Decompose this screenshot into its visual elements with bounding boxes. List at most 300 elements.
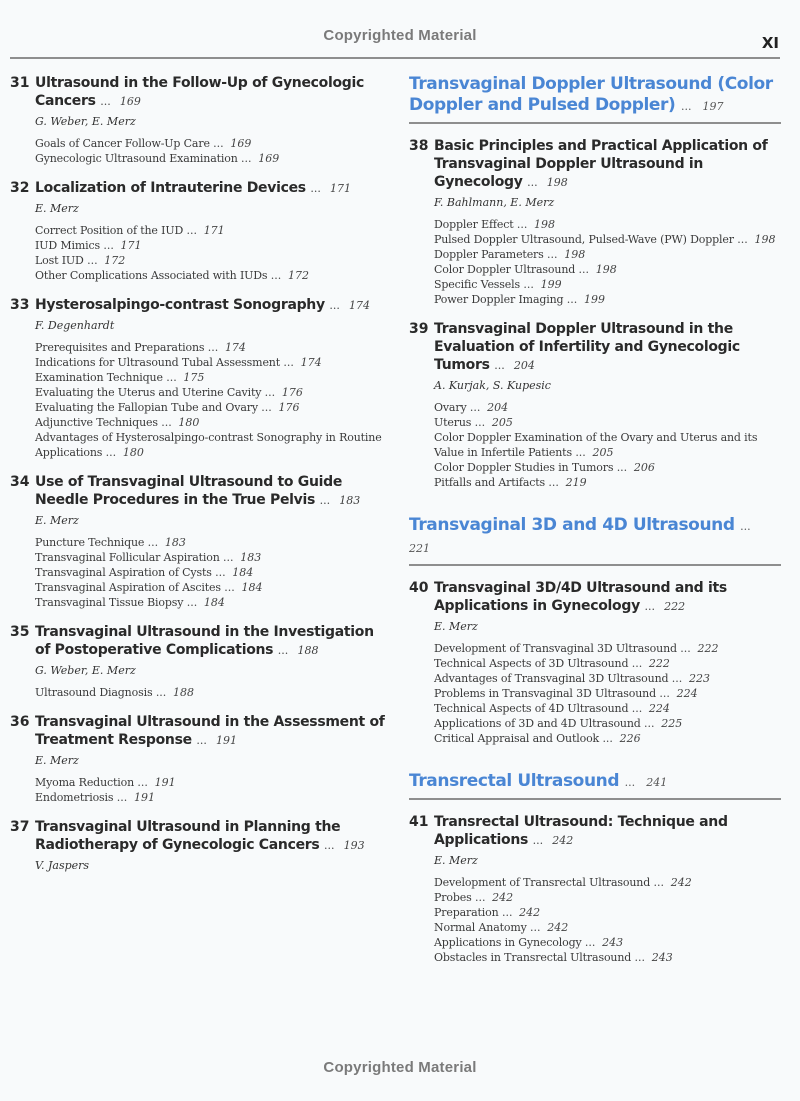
section-title: Applications of 3D and 4D Ultrasound bbox=[434, 717, 641, 730]
page-ref: 205 bbox=[592, 446, 614, 459]
section-title: Myoma Reduction bbox=[35, 776, 135, 789]
section-title: Critical Appraisal and Outlook bbox=[434, 732, 600, 745]
page-ref: 204 bbox=[487, 401, 509, 414]
chapter-number: 39 bbox=[409, 321, 429, 337]
chapter-entry[interactable] bbox=[409, 813, 781, 965]
section-list bbox=[434, 400, 781, 490]
section-list bbox=[434, 641, 781, 746]
page-ref: 242 bbox=[519, 906, 541, 919]
section-entry[interactable] bbox=[434, 671, 781, 686]
section-entry[interactable] bbox=[434, 247, 781, 262]
chapter-body bbox=[35, 623, 390, 700]
section-title: Technical Aspects of 3D Ultrasound bbox=[434, 657, 629, 670]
section-list bbox=[434, 875, 781, 965]
chapter-body bbox=[35, 74, 390, 166]
part-title-text: Transrectal Ultrasound bbox=[409, 771, 620, 791]
chapter-entry[interactable] bbox=[10, 473, 390, 610]
page-ref: 242 bbox=[670, 876, 692, 889]
chapter-title-text: Transvaginal Ultrasound in the Assessment of Treatment Response bbox=[35, 714, 385, 748]
page-ref: 183 bbox=[164, 536, 186, 549]
leader-dots: ... bbox=[241, 152, 252, 165]
leader-dots: ... bbox=[547, 248, 558, 261]
part-rule bbox=[409, 564, 781, 566]
page-ref: 219 bbox=[565, 476, 587, 489]
chapter-authors: G. Weber, E. Merz bbox=[35, 664, 136, 677]
section-title: Transvaginal Tissue Biopsy bbox=[35, 596, 184, 609]
page-ref: 197 bbox=[702, 100, 724, 113]
chapter-title[interactable] bbox=[35, 296, 390, 315]
leader-dots: ... bbox=[319, 494, 331, 507]
leader-dots: ... bbox=[264, 386, 276, 399]
leader-dots: ... bbox=[155, 686, 167, 699]
leader-dots: ... bbox=[147, 536, 159, 549]
section-title: Gynecologic Ultrasound Examination bbox=[35, 152, 238, 165]
section-entry[interactable] bbox=[35, 535, 390, 550]
chapter-authors: F. Degenhardt bbox=[35, 319, 115, 332]
leader-dots: ... bbox=[105, 446, 117, 459]
leader-dots: ... bbox=[161, 416, 172, 429]
chapter-title-text: Basic Principles and Practical Application of Transvaginal Doppler Ultrasound in Gynecology bbox=[434, 138, 768, 190]
page-ref: 224 bbox=[676, 687, 698, 700]
leader-dots: ... bbox=[644, 600, 655, 613]
header-rule bbox=[10, 57, 780, 59]
section-entry[interactable] bbox=[35, 400, 390, 415]
chapter-entry[interactable] bbox=[409, 320, 781, 490]
section-title: Uterus bbox=[434, 416, 472, 429]
chapter-title-text: Ultrasound in the Follow-Up of Gynecologic Cancers bbox=[35, 75, 365, 109]
section-list bbox=[35, 685, 390, 700]
leader-dots: ... bbox=[530, 921, 541, 934]
page-ref: 243 bbox=[651, 951, 673, 964]
watermark-bottom: Copyrighted Material bbox=[323, 1059, 477, 1076]
chapter-body bbox=[434, 320, 781, 490]
section-entry[interactable] bbox=[434, 716, 781, 731]
page-ref: 169 bbox=[119, 95, 141, 108]
leader-dots: ... bbox=[474, 416, 486, 429]
section-entry[interactable] bbox=[434, 905, 781, 920]
leader-dots: ... bbox=[740, 520, 751, 533]
chapter-authors: E. Merz bbox=[35, 514, 79, 527]
part-rule bbox=[409, 798, 781, 800]
leader-dots: ... bbox=[283, 356, 294, 369]
page-ref: 198 bbox=[564, 248, 586, 261]
chapter-title[interactable] bbox=[35, 473, 390, 510]
chapter-title[interactable] bbox=[434, 813, 781, 850]
leader-dots: ... bbox=[186, 224, 197, 237]
section-entry[interactable] bbox=[35, 790, 390, 805]
chapter-entry[interactable] bbox=[409, 579, 781, 746]
page-ref: 222 bbox=[648, 657, 670, 670]
page-ref: 199 bbox=[540, 278, 562, 291]
chapter-entry[interactable] bbox=[10, 179, 390, 283]
section-title: Examination Technique bbox=[35, 371, 163, 384]
chapter-authors: A. Kurjak, S. Kupesic bbox=[434, 379, 551, 392]
section-entry[interactable] bbox=[434, 875, 781, 890]
page-ref: 226 bbox=[619, 732, 641, 745]
page-ref: 176 bbox=[278, 401, 300, 414]
chapter-title-text: Transvaginal Ultrasound in the Investigation of Postoperative Complications bbox=[35, 624, 374, 658]
chapter-authors: E. Merz bbox=[35, 754, 79, 767]
page-ref: 223 bbox=[688, 672, 710, 685]
part-title[interactable] bbox=[409, 515, 781, 559]
chapter-title-text: Hysterosalpingo-contrast Sonography bbox=[35, 297, 325, 313]
leader-dots: ... bbox=[523, 278, 534, 291]
page-ref: 171 bbox=[120, 239, 142, 252]
section-entry[interactable] bbox=[434, 460, 781, 475]
part-title[interactable] bbox=[409, 74, 781, 117]
leader-dots: ... bbox=[103, 239, 114, 252]
leader-dots: ... bbox=[223, 551, 234, 564]
page-ref: 198 bbox=[595, 263, 617, 276]
page-ref: 169 bbox=[230, 137, 252, 150]
page-ref: 191 bbox=[133, 791, 155, 804]
page-ref: 224 bbox=[648, 702, 670, 715]
page-ref: 241 bbox=[646, 776, 668, 789]
section-entry[interactable] bbox=[35, 223, 390, 238]
section-title: Power Doppler Imaging bbox=[434, 293, 564, 306]
chapter-title-text: Localization of Intrauterine Devices bbox=[35, 180, 306, 196]
section-entry[interactable] bbox=[434, 475, 781, 490]
section-title: Evaluating the Fallopian Tube and Ovary bbox=[35, 401, 258, 414]
chapter-title-text: Transvaginal Ultrasound in Planning the Radiotherapy of Gynecologic Cancers bbox=[35, 819, 341, 853]
chapter-body bbox=[35, 818, 390, 873]
section-title: Normal Anatomy bbox=[434, 921, 527, 934]
section-entry[interactable] bbox=[434, 430, 781, 460]
leader-dots: ... bbox=[584, 936, 596, 949]
page-ref: 175 bbox=[183, 371, 205, 384]
page-ref: 221 bbox=[409, 542, 430, 555]
section-entry[interactable] bbox=[35, 550, 390, 565]
chapter-body bbox=[434, 579, 781, 746]
chapter-title-text: Use of Transvaginal Ultrasound to Guide Needle Procedures in the True Pelvis bbox=[35, 474, 343, 508]
chapter-number: 34 bbox=[10, 474, 30, 490]
section-entry[interactable] bbox=[35, 775, 390, 790]
leader-dots: ... bbox=[680, 100, 692, 113]
section-title: Problems in Transvaginal 3D Ultrasound bbox=[434, 687, 657, 700]
section-entry[interactable] bbox=[434, 400, 781, 415]
section-entry[interactable] bbox=[35, 685, 390, 700]
part-spacer bbox=[409, 759, 781, 771]
leader-dots: ... bbox=[659, 687, 670, 700]
page-ref: 199 bbox=[584, 293, 605, 306]
part-spacer bbox=[409, 503, 781, 515]
section-list bbox=[35, 535, 390, 610]
leader-dots: ... bbox=[116, 791, 128, 804]
section-title: Doppler Parameters bbox=[434, 248, 544, 261]
section-title: Doppler Effect bbox=[434, 218, 514, 231]
section-entry[interactable] bbox=[35, 253, 390, 268]
chapter-title-text: Transvaginal Doppler Ultrasound in the Evaluation of Infertility and Gynecologic Tumors bbox=[434, 321, 740, 373]
section-entry[interactable] bbox=[35, 565, 390, 580]
section-title: Obstacles in Transrectal Ultrasound bbox=[434, 951, 632, 964]
page-ref: 184 bbox=[232, 566, 254, 579]
leader-dots: ... bbox=[213, 137, 224, 150]
leader-dots: ... bbox=[87, 254, 98, 267]
section-title: IUD Mimics bbox=[35, 239, 100, 252]
chapter-authors: G. Weber, E. Merz bbox=[35, 115, 136, 128]
leader-dots: ... bbox=[329, 299, 340, 312]
part-rule bbox=[409, 122, 781, 124]
page-ref: 242 bbox=[547, 921, 569, 934]
leader-dots: ... bbox=[737, 233, 748, 246]
page-ref: 205 bbox=[491, 416, 513, 429]
page-ref: 183 bbox=[339, 494, 361, 507]
section-title: Pulsed Doppler Ultrasound, Pulsed-Wave (PW) Doppler bbox=[434, 233, 734, 246]
chapter-number: 37 bbox=[10, 819, 30, 835]
section-entry[interactable] bbox=[434, 701, 781, 716]
section-list bbox=[35, 136, 390, 166]
section-title: Advantages of Hysterosalpingo-contrast Sonography in Routine Applications bbox=[35, 431, 382, 459]
section-title: Other Complications Associated with IUDs bbox=[35, 269, 268, 282]
leader-dots: ... bbox=[501, 906, 513, 919]
part-title-text: Transvaginal Doppler Ultrasound (Color Doppler and Pulsed Doppler) bbox=[409, 74, 773, 115]
section-entry[interactable] bbox=[35, 415, 390, 430]
chapter-number: 31 bbox=[10, 75, 30, 91]
section-entry[interactable] bbox=[434, 277, 781, 292]
chapter-title[interactable] bbox=[35, 713, 390, 750]
section-entry[interactable] bbox=[434, 217, 781, 232]
leader-dots: ... bbox=[196, 734, 207, 747]
section-title: Advantages of Transvaginal 3D Ultrasound bbox=[434, 672, 669, 685]
section-title: Probes bbox=[434, 891, 472, 904]
section-entry[interactable] bbox=[434, 292, 781, 307]
chapter-title[interactable] bbox=[35, 179, 390, 198]
leader-dots: ... bbox=[602, 732, 613, 745]
part-title[interactable] bbox=[409, 771, 781, 793]
section-entry[interactable] bbox=[35, 385, 390, 400]
chapter-title[interactable] bbox=[35, 818, 390, 855]
page-ref: 169 bbox=[258, 152, 280, 165]
page-ref: 172 bbox=[104, 254, 126, 267]
chapter-number: 41 bbox=[409, 814, 429, 830]
leader-dots: ... bbox=[261, 401, 272, 414]
section-list bbox=[434, 217, 781, 307]
leader-dots: ... bbox=[207, 341, 219, 354]
leader-dots: ... bbox=[166, 371, 177, 384]
page-ref: 242 bbox=[552, 834, 574, 847]
part-heading[interactable] bbox=[409, 515, 781, 566]
chapter-number: 32 bbox=[10, 180, 30, 196]
chapter-authors: E. Merz bbox=[434, 620, 478, 633]
leader-dots: ... bbox=[575, 446, 586, 459]
chapter-authors: E. Merz bbox=[35, 202, 79, 215]
leader-dots: ... bbox=[270, 269, 282, 282]
section-entry[interactable] bbox=[434, 262, 781, 277]
leader-dots: ... bbox=[469, 401, 481, 414]
section-entry[interactable] bbox=[434, 731, 781, 746]
chapter-body bbox=[434, 137, 781, 307]
leader-dots: ... bbox=[566, 293, 578, 306]
leader-dots: ... bbox=[634, 951, 646, 964]
chapter-body bbox=[35, 296, 390, 460]
section-title: Technical Aspects of 4D Ultrasound bbox=[434, 702, 629, 715]
page-ref: 242 bbox=[492, 891, 514, 904]
section-title: Pitfalls and Artifacts bbox=[434, 476, 546, 489]
section-title: Ovary bbox=[434, 401, 467, 414]
section-title: Preparation bbox=[434, 906, 499, 919]
toc-left-column bbox=[10, 74, 390, 886]
leader-dots: ... bbox=[671, 672, 683, 685]
page-ref: 206 bbox=[633, 461, 655, 474]
section-title: Evaluating the Uterus and Uterine Cavity bbox=[35, 386, 262, 399]
chapter-body bbox=[35, 473, 390, 610]
section-title: Goals of Cancer Follow-Up Care bbox=[35, 137, 210, 150]
leader-dots: ... bbox=[680, 642, 691, 655]
section-entry[interactable] bbox=[434, 686, 781, 701]
section-title: Transvaginal Follicular Aspiration bbox=[35, 551, 220, 564]
section-entry[interactable] bbox=[35, 580, 390, 595]
section-entry[interactable] bbox=[35, 151, 390, 166]
page-ref: 225 bbox=[661, 717, 683, 730]
chapter-number: 36 bbox=[10, 714, 30, 730]
page-ref: 243 bbox=[602, 936, 624, 949]
leader-dots: ... bbox=[310, 182, 321, 195]
section-title: Puncture Technique bbox=[35, 536, 145, 549]
page-ref: 171 bbox=[203, 224, 225, 237]
page-ref: 171 bbox=[330, 182, 352, 195]
leader-dots: ... bbox=[224, 581, 235, 594]
part-heading[interactable] bbox=[409, 771, 781, 800]
page-ref: 198 bbox=[534, 218, 556, 231]
section-title: Correct Position of the IUD bbox=[35, 224, 184, 237]
page-ref: 180 bbox=[178, 416, 200, 429]
section-title: Prerequisites and Preparations bbox=[35, 341, 205, 354]
chapter-title[interactable] bbox=[434, 137, 781, 192]
chapter-entry[interactable] bbox=[10, 74, 390, 166]
section-entry[interactable] bbox=[35, 268, 390, 283]
section-title: Color Doppler Ultrasound bbox=[434, 263, 576, 276]
chapter-entry[interactable] bbox=[10, 296, 390, 460]
page-ref: 174 bbox=[224, 341, 246, 354]
section-entry[interactable] bbox=[35, 370, 390, 385]
leader-dots: ... bbox=[277, 644, 289, 657]
section-entry[interactable] bbox=[35, 355, 390, 370]
toc-right-column bbox=[409, 74, 781, 978]
leader-dots: ... bbox=[494, 359, 505, 372]
section-title: Color Doppler Studies in Tumors bbox=[434, 461, 614, 474]
section-entry[interactable] bbox=[434, 890, 781, 905]
chapter-number: 40 bbox=[409, 580, 429, 596]
watermark-top: Copyrighted Material bbox=[323, 27, 477, 44]
chapter-entry[interactable] bbox=[10, 713, 390, 805]
page-ref: 184 bbox=[241, 581, 263, 594]
section-title: Transvaginal Aspiration of Ascites bbox=[35, 581, 221, 594]
section-entry[interactable] bbox=[434, 641, 781, 656]
section-title: Applications in Gynecology bbox=[434, 936, 582, 949]
section-entry[interactable] bbox=[434, 935, 781, 950]
page-number: XI bbox=[761, 34, 779, 52]
part-heading[interactable] bbox=[409, 74, 781, 124]
page-ref: 222 bbox=[697, 642, 719, 655]
section-title: Specific Vessels bbox=[434, 278, 521, 291]
chapter-entry[interactable] bbox=[10, 623, 390, 700]
section-list bbox=[35, 223, 390, 283]
section-title: Development of Transvaginal 3D Ultrasound bbox=[434, 642, 677, 655]
section-title: Lost IUD bbox=[35, 254, 84, 267]
chapter-authors: V. Jaspers bbox=[35, 859, 90, 872]
section-title: Endometriosis bbox=[35, 791, 114, 804]
chapter-title[interactable] bbox=[35, 74, 390, 111]
leader-dots: ... bbox=[532, 834, 544, 847]
page-ref: 191 bbox=[154, 776, 176, 789]
chapter-title[interactable] bbox=[434, 320, 781, 375]
section-list bbox=[35, 340, 390, 460]
chapter-number: 35 bbox=[10, 624, 30, 640]
leader-dots: ... bbox=[631, 702, 643, 715]
page-ref: 180 bbox=[122, 446, 144, 459]
chapter-number: 38 bbox=[409, 138, 429, 154]
leader-dots: ... bbox=[578, 263, 590, 276]
page-ref: 188 bbox=[297, 644, 319, 657]
chapter-entry[interactable] bbox=[10, 818, 390, 873]
chapter-title[interactable] bbox=[35, 623, 390, 660]
leader-dots: ... bbox=[186, 596, 198, 609]
section-entry[interactable] bbox=[434, 232, 781, 247]
section-entry[interactable] bbox=[434, 950, 781, 965]
chapter-title-text: Transvaginal 3D/4D Ultrasound and its Applications in Gynecology bbox=[434, 580, 727, 614]
part-title-text: Transvaginal 3D and 4D Ultrasound bbox=[409, 515, 735, 535]
section-entry[interactable] bbox=[35, 340, 390, 355]
chapter-body bbox=[35, 713, 390, 805]
section-title: Ultrasound Diagnosis bbox=[35, 686, 153, 699]
page-ref: 198 bbox=[546, 176, 568, 189]
leader-dots: ... bbox=[548, 476, 559, 489]
section-entry[interactable] bbox=[35, 595, 390, 610]
section-title: Transvaginal Aspiration of Cysts bbox=[35, 566, 212, 579]
section-title: Development of Transrectal Ultrasound bbox=[434, 876, 651, 889]
page-ref: 193 bbox=[343, 839, 365, 852]
chapter-title-text: Transrectal Ultrasound: Technique and Applications bbox=[434, 814, 728, 848]
page-ref: 184 bbox=[203, 596, 225, 609]
section-entry[interactable] bbox=[35, 136, 390, 151]
section-title: Indications for Ultrasound Tubal Assessment bbox=[35, 356, 281, 369]
leader-dots: ... bbox=[323, 839, 335, 852]
leader-dots: ... bbox=[631, 657, 643, 670]
page-ref: 183 bbox=[240, 551, 262, 564]
page-ref: 188 bbox=[173, 686, 195, 699]
page-ref: 198 bbox=[754, 233, 776, 246]
page-ref: 204 bbox=[513, 359, 535, 372]
leader-dots: ... bbox=[653, 876, 664, 889]
section-entry[interactable] bbox=[35, 430, 390, 460]
leader-dots: ... bbox=[644, 717, 655, 730]
chapter-number: 33 bbox=[10, 297, 30, 313]
section-entry[interactable] bbox=[434, 920, 781, 935]
section-list bbox=[35, 775, 390, 805]
chapter-body bbox=[35, 179, 390, 283]
chapter-entry[interactable] bbox=[409, 137, 781, 307]
chapter-body bbox=[434, 813, 781, 965]
leader-dots: ... bbox=[516, 218, 528, 231]
leader-dots: ... bbox=[616, 461, 628, 474]
section-entry[interactable] bbox=[35, 238, 390, 253]
section-title: Adjunctive Techniques bbox=[35, 416, 158, 429]
page-ref: 222 bbox=[664, 600, 686, 613]
page-ref: 172 bbox=[287, 269, 309, 282]
section-entry[interactable] bbox=[434, 656, 781, 671]
leader-dots: ... bbox=[624, 776, 636, 789]
leader-dots: ... bbox=[100, 95, 111, 108]
leader-dots: ... bbox=[215, 566, 226, 579]
page-ref: 174 bbox=[349, 299, 371, 312]
page-ref: 176 bbox=[281, 386, 303, 399]
chapter-authors: F. Bahlmann, E. Merz bbox=[434, 196, 555, 209]
leader-dots: ... bbox=[527, 176, 538, 189]
section-entry[interactable] bbox=[434, 415, 781, 430]
page-ref: 174 bbox=[300, 356, 322, 369]
chapter-title[interactable] bbox=[434, 579, 781, 616]
section-title: Color Doppler Examination of the Ovary and Uterus and its Value in Infertile Patients bbox=[434, 431, 758, 459]
